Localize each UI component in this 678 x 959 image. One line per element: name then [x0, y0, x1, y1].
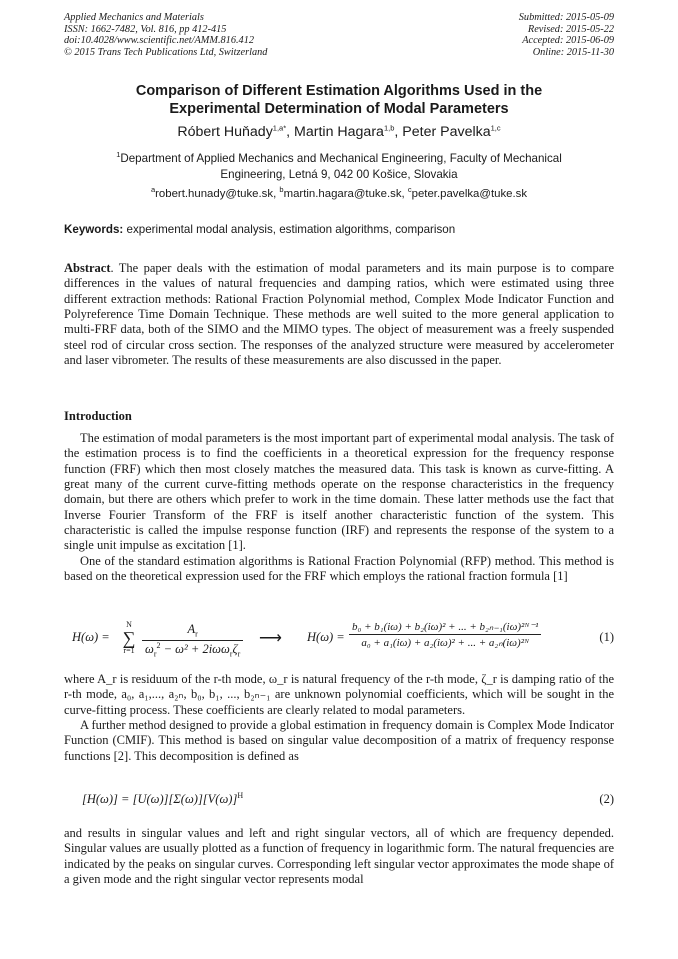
abstract-block [64, 261, 614, 368]
author-superscript: 1,b [383, 123, 395, 133]
author-superscript: 1,c [490, 123, 501, 133]
email-link[interactable]: robert.hunady@tuke.sk [155, 188, 274, 200]
final-body [64, 826, 614, 887]
sum-upper-limit: N [126, 620, 132, 629]
eq1-rhs-denominator: a₀ + a₁(iω) + a₂(iω)² + ... + a₂ₙ(iω)²ᴺ [361, 637, 530, 649]
email-superscript: a [150, 185, 156, 195]
cmif-paragraph: A further method designed to provide a global estimation in frequency domain is Complex Mode Indicator Function (CMIF). This method is based on singular value decomposition of a matrix of frequency response functions [2]. This decomposition is defined as [64, 718, 614, 763]
equation-2 [64, 792, 614, 812]
affiliation-line-2: Engineering, Letná 9, 042 00 Košice, Slovakia [220, 167, 458, 181]
equation-explanation [64, 672, 614, 764]
journal-name: Applied Mechanics and Materials [64, 12, 204, 23]
intro-paragraph-2: One of the standard estimation algorithms is Rational Fraction Polynomial (RFP) method. This method is based on the theoretical expression used for the FRF which employs the rational fraction formula [1] [64, 553, 614, 584]
author-name: Peter Pavelka [402, 124, 491, 140]
intro-paragraph-1: The estimation of modal parameters is the most important part of experimental modal analysis. The task of the estimation process is to find the coefficients in a theoretical expression for the frequency response function (FRF) which then most closely matches the measured data. This task is known as curve-fitting. A great many of the current curve-fitting methods operate on the response characteristics in the frequency domain, but there are others which prefer to work in the time domain. These latter methods use the fact that Inverse Fourier Transform of the FRF is itself another characteristic function of the system. This characteristic is called the impulse response function (IRF) and represents the response of the system to a single unit impulse as excitation [1]. [64, 431, 615, 553]
abstract-text: . The paper deals with the estimation of modal parameters and its main purpose is to compare differences in the values of natural frequencies and damping ratios, which were estimated using three different extraction methods: Rational Fraction Polynomial method, Complex Mode Indicator Function and Polyreference Time Domain Technique. These methods are well suited to the more general application to multi-FRF data, both of the SIMO and the MIMO types. The object of measurement was a freely suspended steel rod of circular cross section. The responses of the analyzed structure were measured by accelerometer and laser vibrometer. The results of these measurements are also discussed in the paper. [64, 261, 614, 368]
email-link[interactable]: peter.pavelka@tuke.sk [411, 188, 528, 200]
eq1-denominator-rest: − ω² + 2iωω [160, 641, 230, 656]
keywords-label: Keywords: [64, 223, 124, 236]
eq1-numerator: A [187, 622, 196, 636]
author-name: Róbert Huňady [177, 124, 273, 140]
email-link[interactable]: martin.hagara@tuke.sk [283, 188, 402, 200]
sum-symbol: N ∑ r=1 [122, 620, 136, 655]
submitted-date: Submitted: 2015-05-09 [518, 12, 614, 23]
author-list: Róbert Huňady$^{1,a*}$, Martin Hagara$^{1,b}$, Peter Pavelka$^{1,c}$ [177, 123, 501, 140]
abstract-label: Abstract [64, 261, 111, 275]
equation-number-2: (2) [599, 792, 614, 806]
keywords-text: experimental modal analysis, estimation algorithms, comparison [126, 223, 456, 236]
dates-info [519, 12, 614, 59]
equation-1 [64, 620, 614, 656]
accepted-date: Accepted: 2015-06-09 [522, 35, 614, 47]
eq1-rhs-lhs: H(ω) = [307, 630, 345, 644]
eq1-lhs: H(ω) = [72, 630, 110, 644]
equation-number-1: (1) [599, 630, 614, 644]
sum-lower-limit: r=1 [123, 646, 135, 655]
title-line-2: Experimental Determination of Modal Parameters [169, 101, 509, 117]
eq1-numerator-subscript: r [195, 629, 198, 639]
revised-date: Revised: 2015-05-22 [527, 23, 614, 35]
paper-title [60, 82, 618, 118]
author-name: Martin Hagara [294, 124, 384, 140]
issn-line: ISSN: 1662-7482, Vol. 816, pp 412-415 [64, 23, 227, 35]
online-date: Online: 2015-11-30 [532, 47, 614, 59]
title-line-1: Comparison of Different Estimation Algorithms Used in the [135, 83, 543, 99]
affiliation-superscript: 1 [116, 150, 121, 160]
eq1-fraction: $A_r$ $\omega_r^2 - \omega^2 + 2i\omega\omega_r\zeta_r$ [142, 622, 243, 658]
eq2-text: [H(ω)] = [U(ω)][Σ(ω)][V(ω)] [82, 792, 238, 806]
doi-line: doi:10.4028/www.scientific.net/AMM.816.412 [64, 35, 254, 47]
eq1-rhs-numerator: b₀ + b₁(iω) + b₂(iω)² + ... + b₂ₙ₋₁(iω)²ᴺ⁻¹ [352, 621, 539, 633]
eq1-rhs-fraction [349, 620, 541, 649]
section-heading-introduction: Introduction [64, 409, 132, 423]
author-emails: $^a$robert.hunady@tuke.sk, $^b$martin.hagara@tuke.sk, $^c$peter.pavelka@tuke.sk [150, 185, 528, 200]
copyright-line: © 2015 Trans Tech Publications Ltd, Switzerland [64, 47, 268, 59]
eq1-denominator-start: ω [145, 641, 154, 656]
email-superscript: c [407, 185, 412, 195]
final-paragraph: and results in singular values and left and right singular vectors, all of which are frequency depended. Singular values are usually plotted as a function of frequency in logarithmic form. The natural frequencies are indicated by the peaks on singular curves. Corresponding left singular vector approximates the mode shape of a given mode and the right singular vector represents modal [64, 826, 614, 887]
where-paragraph: where A_r is residuum of the r-th mode, ω_r is natural frequency of the r-th mode, ζ_r is damping ratio of the r-th mode, a₀, a₁,..., a₂ₙ, b₀, b₁, ..., b₂ₙ₋₁ are unknown polynomial coefficients, which will be sought in the curve-fitting process. These coefficients are clearly related to modal parameters. [64, 672, 614, 717]
email-superscript: b [279, 185, 284, 195]
author-superscript: 1,a* [272, 123, 287, 133]
journal-info [64, 12, 267, 59]
affiliation-line-1: Department of Applied Mechanics and Mechanical Engineering, Faculty of Mechanical [120, 152, 562, 165]
introduction-body [64, 431, 614, 584]
arrow-icon: ⟶ [259, 630, 282, 647]
eq2-superscript: H [237, 790, 244, 800]
keywords-line [64, 223, 455, 236]
affiliation [70, 151, 608, 182]
